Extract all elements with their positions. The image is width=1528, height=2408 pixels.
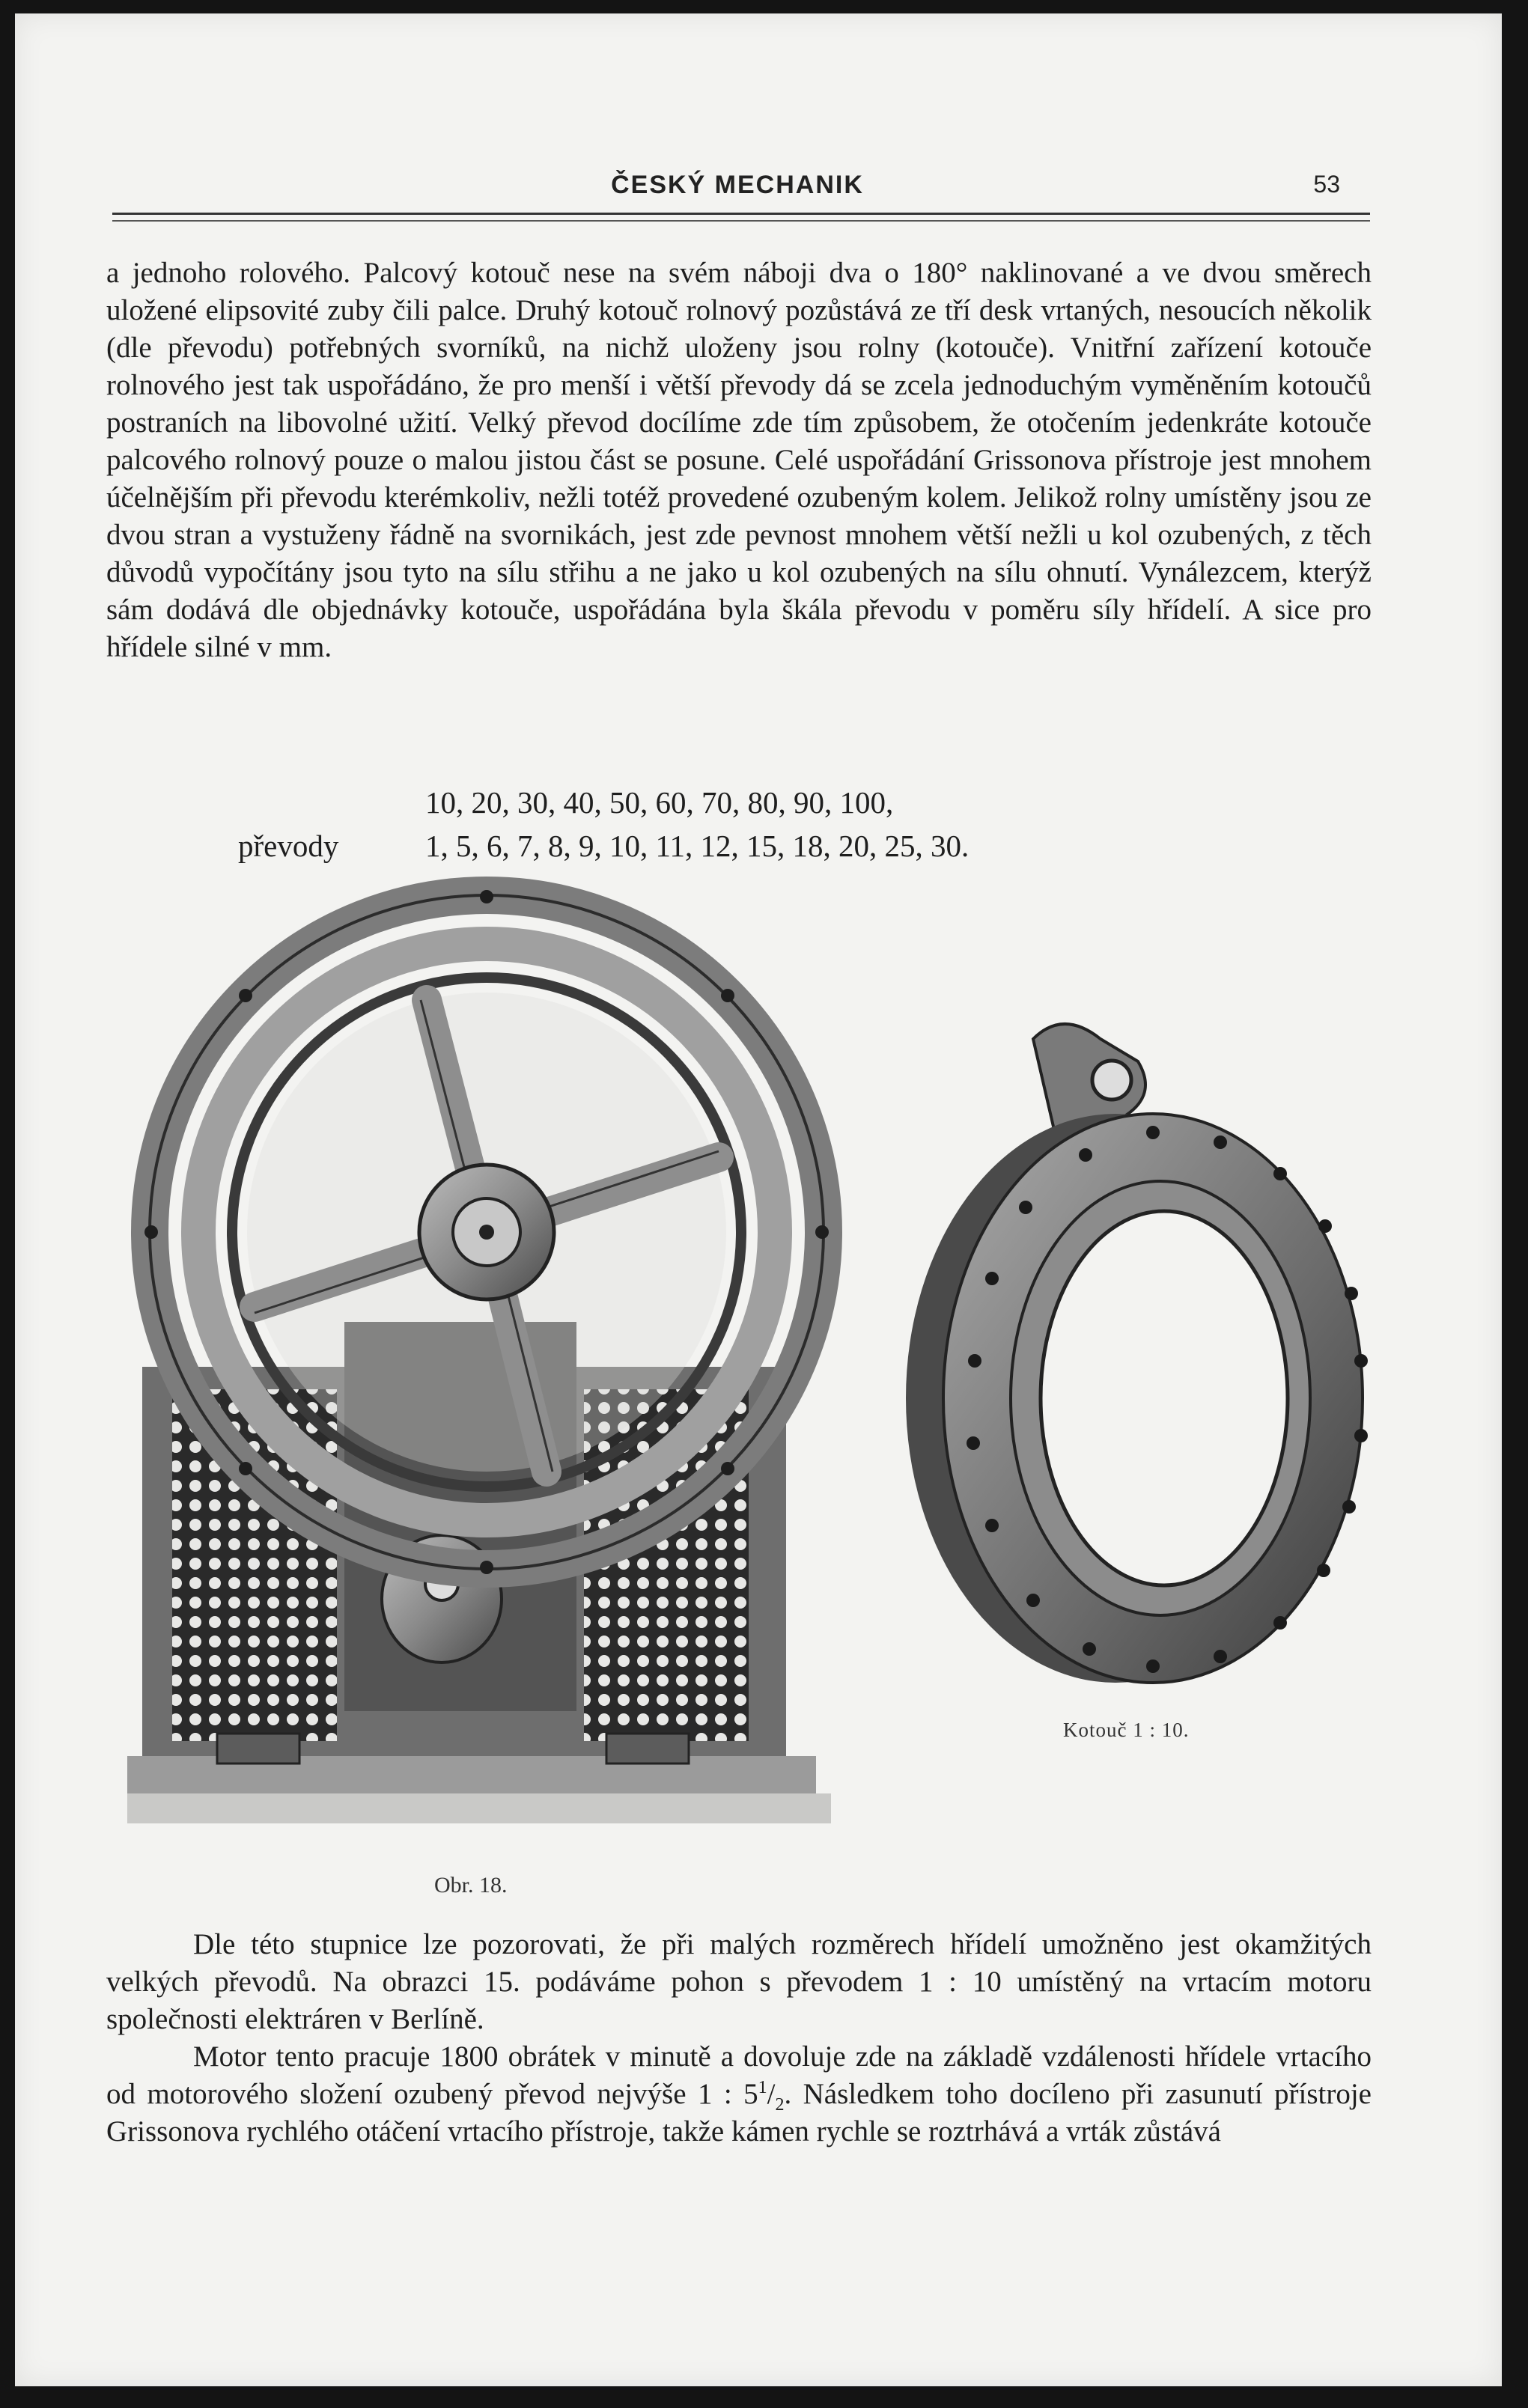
page-number: 53	[1313, 171, 1340, 198]
header-rule	[112, 213, 1370, 215]
page-header	[105, 160, 1370, 205]
machine-illustration	[127, 873, 853, 1846]
paragraph-start: Motor tento pracuje 1800 obrátek v minutě a dovoluje zde na základě vzdálenosti hřídele vrtacího od motorového složení ozubený převod nejvýše 1 : 5	[106, 2040, 1372, 2110]
fraction-denominator: 2	[775, 2094, 785, 2115]
header-rule-secondary	[112, 220, 1370, 222]
ratio-row: 1, 5, 6, 7, 8, 9, 10, 11, 12, 15, 18, 20, 25, 30.	[425, 829, 970, 863]
paragraph: a jednoho rolového. Palcový kotouč nese na svém náboji dva o 180° naklinované a ve dvou směrech uložené elipsovité zuby čili palce. Druhý kotouč rolnový pozůstává ze tří desk vrtaných, nesoucích několik (dle převodu) potřebných svorníků, na nichž uloženy jsou rolny (kotouče). Vnitřní zařízení kotouče rolnového jest tak uspořádáno, že pro menší i větší převody dá se zcela jednoduchým vyměněním kotoučů postraních na libovolné užití. Velký převod docílíme zde tím způsobem, že otočením jedenkráte kotouče palcového rolnový pouze o malou jistou část se posune. Celé uspořádání Grissonova přístroje jest mnohem účelnějším při převodu kterémkoliv, nežli totéž provedené ozubeným kolem. Jelikož rolny umístěny jsou ze dvou stran a vystuženy řádně na svornikách, jest zde pevnost mnohem větší nežli u kol ozubených, z těch důvodů vypočítány jsou tyto na sílu střihu a ne jako u kol ozubených na sílu ohnutí. Vynálezcem, kterýž sám dodává dle objednávky kotouče, uspořádána byla škála převodu v poměru síly hřídelí. A sice pro hřídele silné v mm.	[106, 257, 1372, 663]
fraction-numerator: 1	[758, 2078, 767, 2097]
disc-illustration	[891, 1009, 1400, 1713]
figure-caption: Obr. 18.	[434, 1873, 508, 1898]
ratio-label: převody	[238, 829, 339, 863]
paragraph-end: . Následkem toho docíleno při zasunutí přístroje Grissonova rychlého otáčení vrtacího přístroje, takže kámen rychle se roztrhává a vrták zůstává	[106, 2078, 1372, 2148]
paragraph-with-fraction: Motor tento pracuje 1800 obrátek v minutě a dovoluje zde na základě vzdálenosti hřídele vrtacího od motorového složení ozubený převod nejvýše 1 : $5^1/_2$. Následkem toho docíleno při zasunutí přístroje Grissonova rychlého otáčení vrtacího přístroje, takže kámen rychle se roztrhává a vrták zůstává	[106, 2040, 1372, 2148]
floor-shadow	[127, 1793, 831, 1823]
body-text-top	[106, 254, 1372, 666]
book-page	[15, 13, 1502, 2386]
disc-bore	[1041, 1211, 1288, 1585]
paragraph: Dle této stupnice lze pozorovati, že při malých rozměrech hřídelí umožněno jest okamžitých velkých převodů. Na obrazci 15. podáváme pohon s převodem 1 : 10 umístěný na vrtacím motoru společnosti elektráren v Berlíně.	[106, 1928, 1372, 2035]
running-title: ČESKÝ MECHANIK	[611, 171, 864, 199]
disc-caption: Kotouč 1 : 10.	[1063, 1719, 1190, 1741]
shaft-diameter-row: 10, 20, 30, 40, 50, 60, 70, 80, 90, 100,	[425, 785, 894, 820]
body-text-bottom	[106, 1926, 1372, 2151]
